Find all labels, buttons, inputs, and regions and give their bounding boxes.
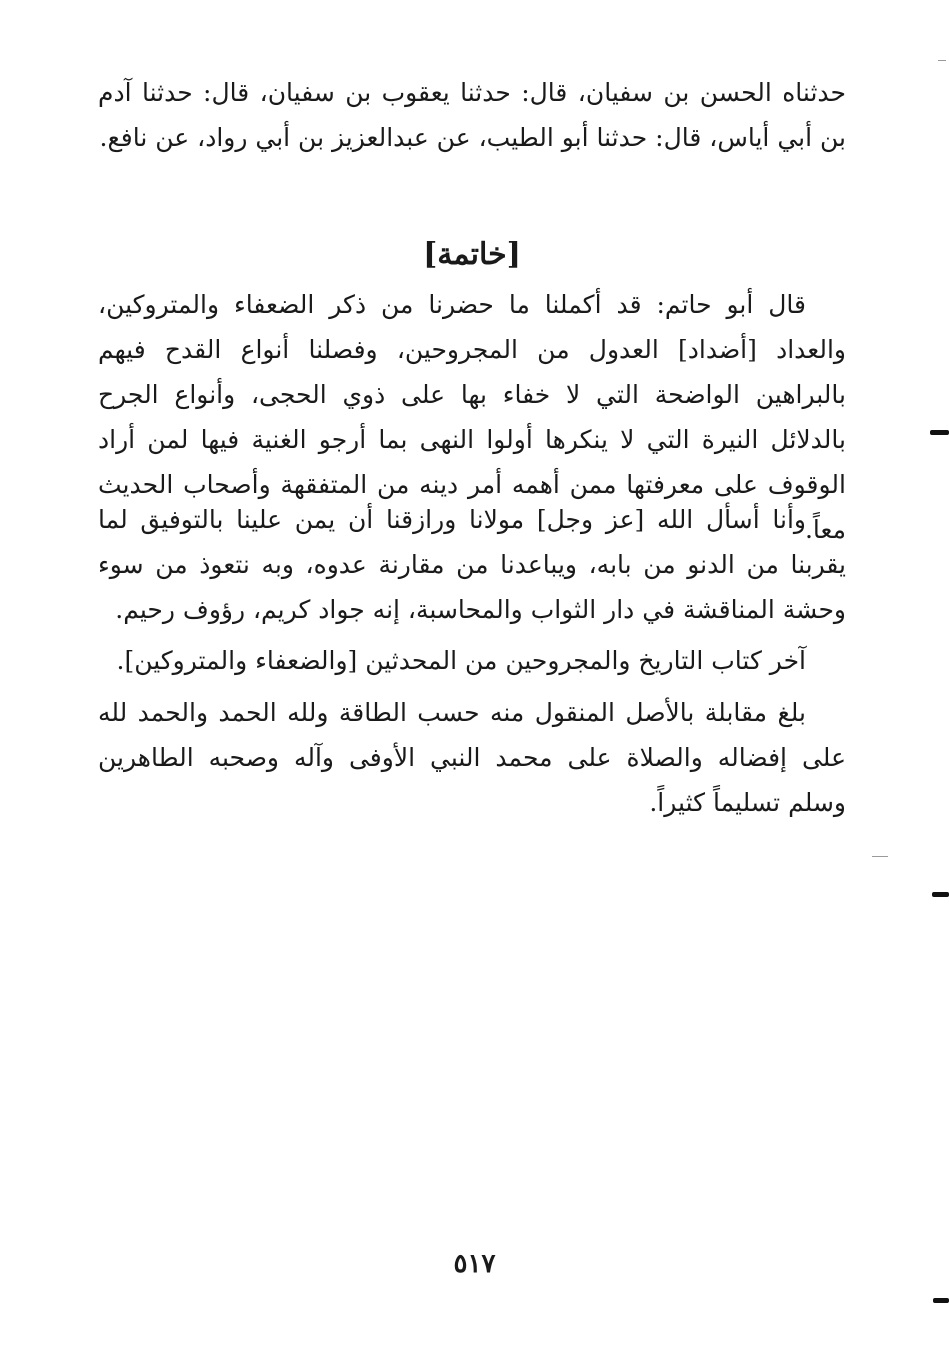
scan-edge-tick bbox=[938, 60, 946, 61]
section-heading: [خاتمة] bbox=[423, 237, 521, 272]
intro-paragraph: حدثناه الحسن بن سفيان، قال: حدثنا يعقوب بن سفيان، قال: حدثنا آدم بن أبي أياس، قال: حدثنا أبو الطيب، عن عبدالعزيز بن أبي رواد، عن نافع. bbox=[98, 78, 846, 152]
paragraph-book-end: آخر كتاب التاريخ والمجروحين من المحدثين [والضعفاء والمتروكين]. bbox=[116, 646, 806, 675]
paragraph-collation-note: بلغ مقابلة بالأصل المنقول منه حسب الطاقة ولله الحمد والحمد لله على إفضاله والصلاة على محمد النبي الأوفى وآله وصحبه الطاهرين وسلم تسليماً كثيراً. bbox=[98, 698, 846, 817]
paragraph-supplication: وأنا أسأل الله [عز وجل] مولانا ورازقنا أن يمن علينا بالتوفيق لما يقربنا من الدنو من بابه، ويباعدنا من مقارنة عدوه، وبه نتعوذ من سوء وحشة المناقشة في دار الثواب والمحاسبة، إنه جواد كريم، رؤوف رحيم. bbox=[98, 505, 846, 624]
scan-edge-tick bbox=[872, 856, 888, 857]
scan-edge-mark bbox=[930, 430, 949, 435]
scan-edge-mark bbox=[932, 892, 949, 897]
paragraph-closing: قال أبو حاتم: قد أكملنا ما حضرنا من ذكر الضعفاء والمتروكين، والعداد [أضداد] العدول من المجروحين، وفصلنا أنواع القدح فيهم بالبراهين الواضحة التي لا خفاء بها على ذوي الحجى، وأنواع الجرح بالدلائل النيرة التي لا ينكرها أولوا النهى بما أرجو الغنية فيها لمن أراد الوقوف على معرفتها ممن أهمه أمر دينه من المتفقهة وأصحاب الحديث معاً. bbox=[98, 290, 846, 544]
page-number: ٥١٧ bbox=[453, 1249, 496, 1279]
scan-edge-mark bbox=[933, 1298, 949, 1303]
